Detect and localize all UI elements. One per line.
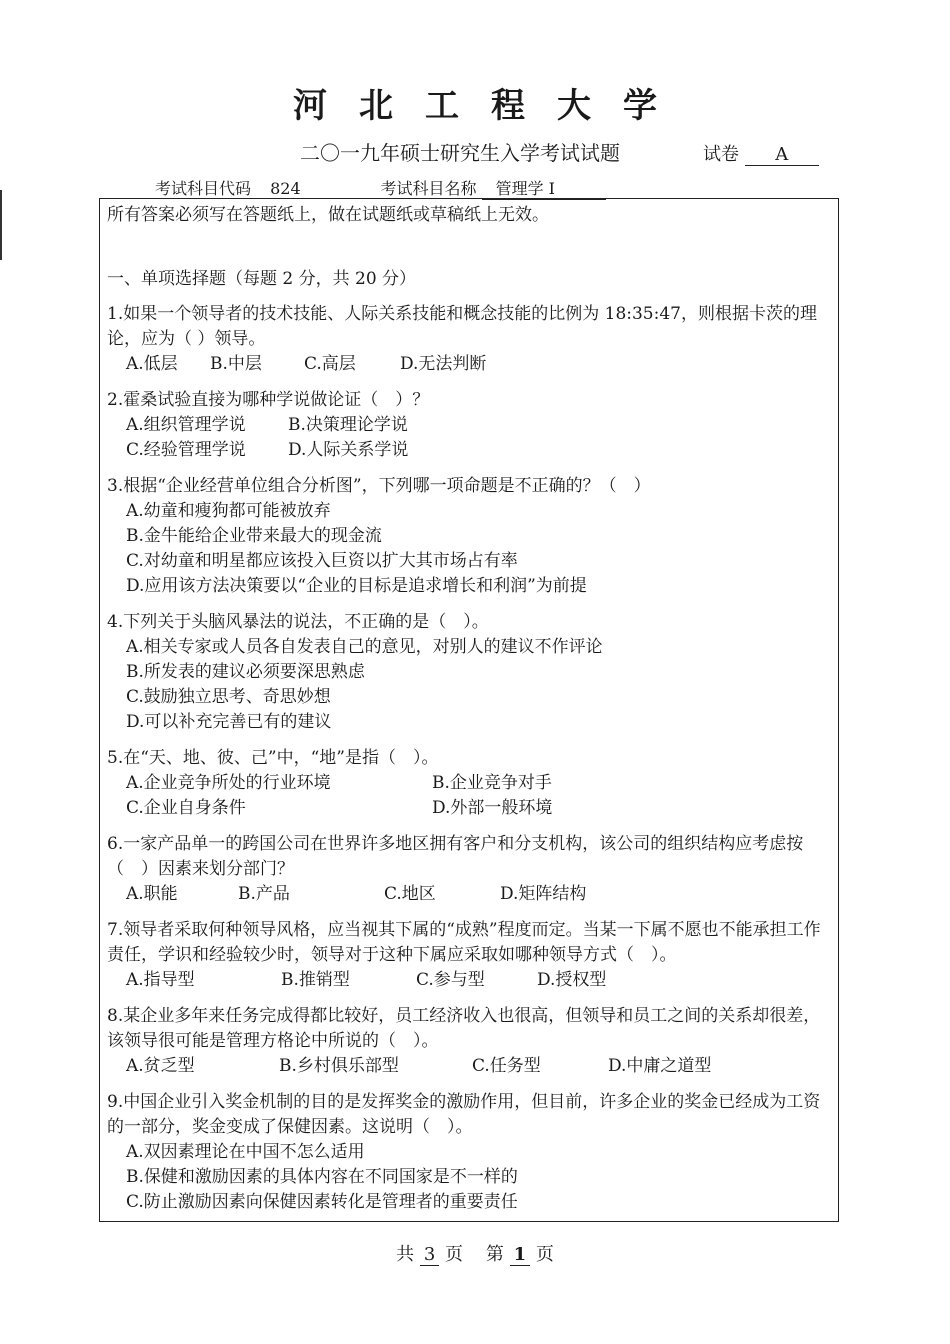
current-page-suffix: 页 [535, 1244, 554, 1265]
option-c: C.防止激励因素向保健因素转化是管理者的重要责任 [126, 1192, 518, 1212]
question-stem: 6.一家产品单一的跨国公司在世界许多地区拥有客户和分支机构，该公司的组织结构应考虑按（ ）因素来划分部门？ [107, 834, 804, 879]
question-7 [107, 918, 835, 993]
option-c: C.对幼童和明星都应该投入巨资以扩大其市场占有率 [126, 551, 518, 571]
question-stem: 9.中国企业引入奖金机制的目的是发挥奖金的激励作用，但目前，许多企业的奖金已经成为工资的一部分，奖金变成了保健因素。这说明（ ）。 [107, 1092, 821, 1137]
question-8 [107, 1004, 835, 1079]
option-c: C.企业自身条件 [126, 798, 246, 818]
question-9 [107, 1090, 835, 1215]
question-1 [107, 302, 835, 377]
answer-notice: 所有答案必须写在答题纸上，做在试题纸或草稿纸上无效。 [107, 205, 549, 225]
question-4 [107, 610, 835, 735]
option-b: B.企业竞争对手 [432, 773, 552, 793]
option-d: D.矩阵结构 [500, 884, 587, 904]
option-c: C.高层 [304, 354, 356, 374]
option-a: A.指导型 [126, 970, 195, 990]
option-b: B.保健和激励因素的具体内容在不同国家是不一样的 [126, 1167, 518, 1187]
option-a: A.职能 [126, 884, 178, 904]
option-b: B.所发表的建议必须要深思熟虑 [126, 662, 365, 682]
option-c: C.参与型 [416, 970, 485, 990]
question-5 [107, 746, 835, 821]
option-a: A.组织管理学说 [126, 415, 246, 435]
question-stem: 3.根据“企业经营单位组合分析图”，下列哪一项命题是不正确的？（ ） [107, 476, 651, 496]
option-b: B.中层 [210, 354, 262, 374]
question-stem: 1.如果一个领导者的技术技能、人际关系技能和概念技能的比例为 18:35:47，则根据卡茨的理论，应为（ ）领导。 [107, 304, 817, 349]
paper-type-label: 试卷 [703, 144, 739, 165]
subject-name-label: 考试科目名称 [380, 179, 477, 198]
option-b: B.产品 [238, 884, 290, 904]
option-a: A.贫乏型 [126, 1056, 195, 1076]
paper-type-value: A [745, 144, 819, 166]
option-c: C.地区 [384, 884, 436, 904]
question-2 [107, 388, 835, 463]
paper-type [703, 140, 819, 166]
option-c: C.任务型 [472, 1056, 541, 1076]
scan-edge-mark [0, 190, 2, 260]
section-title: 一、单项选择题（每题 2 分，共 20 分） [107, 269, 417, 289]
subject-code-label: 考试科目代码 [155, 179, 252, 198]
exam-subtitle: 二〇一九年硕士研究生入学考试试题 [300, 141, 620, 165]
question-stem: 5.在“天、地、彼、己”中，“地”是指（ ）。 [107, 748, 439, 768]
options-row [107, 968, 835, 993]
option-c: C.鼓励独立思考、奇思妙想 [126, 687, 331, 707]
question-stem: 4.下列关于头脑风暴法的说法，不正确的是（ ）。 [107, 612, 489, 632]
option-a: A.低层 [126, 354, 178, 374]
question-content [107, 203, 835, 1226]
option-d: D.应用该方法决策要以“企业的目标是追求增长和利润”为前提 [126, 576, 587, 596]
question-3 [107, 474, 835, 599]
current-page-value: 1 [510, 1244, 531, 1266]
option-d: D.可以补充完善已有的建议 [126, 712, 332, 732]
option-d: D.无法判断 [400, 354, 487, 374]
option-b: B.乡村俱乐部型 [279, 1056, 399, 1076]
question-6 [107, 832, 835, 907]
subject-code-value: 824 [256, 179, 360, 199]
options-row [107, 1054, 835, 1079]
total-pages-prefix: 共 [396, 1244, 415, 1265]
total-pages-value: 3 [420, 1244, 439, 1266]
school-title: 河北工程大学 [293, 86, 689, 126]
option-d: D.授权型 [537, 970, 607, 990]
question-stem: 8.某企业多年来任务完成得都比较好，员工经济收入也很高，但领导和员工之间的关系却很差，该领导很可能是管理方格论中所说的（ ）。 [107, 1006, 821, 1051]
option-a: A.企业竞争所处的行业环境 [126, 773, 331, 793]
option-d: D.外部一般环境 [432, 798, 553, 818]
option-a: A.幼童和瘦狗都可能被放弃 [126, 501, 331, 521]
options-row [107, 438, 835, 463]
option-d: D.中庸之道型 [608, 1056, 712, 1076]
option-b: B.推销型 [281, 970, 350, 990]
options-row [107, 882, 835, 907]
question-stem: 2.霍桑试验直接为哪种学说做论证（ ）？ [107, 390, 430, 410]
option-a: A.相关专家或人员各自发表自己的意见，对别人的建议不作评论 [126, 637, 603, 657]
total-pages-suffix: 页 [445, 1244, 464, 1265]
option-a: A.双因素理论在中国不怎么适用 [126, 1142, 365, 1162]
option-b: B.金牛能给企业带来最大的现金流 [126, 526, 382, 546]
options-row [107, 413, 835, 438]
option-d: D.人际关系学说 [288, 440, 409, 460]
option-c: C.经验管理学说 [126, 440, 246, 460]
options-row [107, 352, 835, 377]
question-stem: 7.领导者采取何种领导风格，应当视其下属的“成熟”程度而定。当某一下属不愿也不能承担工作责任，学识和经验较少时，领导对于这种下属应采取如哪种领导方式（ ）。 [107, 920, 821, 965]
options-row [107, 796, 835, 821]
page-footer [0, 1240, 950, 1266]
subject-info [155, 176, 606, 200]
option-b: B.决策理论学说 [288, 415, 408, 435]
current-page-prefix: 第 [485, 1244, 504, 1265]
options-row [107, 771, 835, 796]
subject-name-value: 管理学 I [482, 176, 606, 200]
